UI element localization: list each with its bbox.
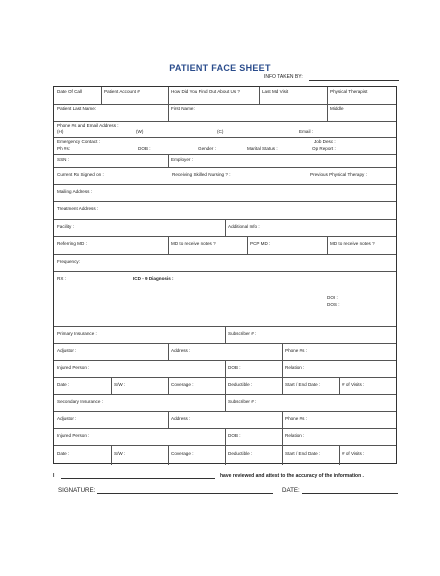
field-label-emergency-contact: Emergency Contact :: [57, 139, 100, 144]
info-taken-by-label: INFO TAKEN BY:: [264, 74, 303, 80]
field-label-icd-9-diagnosis: ICD - 9 Diagnosis :: [133, 276, 174, 281]
field-label-dos: DOS :: [327, 302, 340, 307]
page-title: PATIENT FACE SHEET: [169, 63, 271, 73]
field-label-injured-person: Injured Person :: [57, 433, 90, 438]
field-label-middle: Middle: [330, 106, 344, 111]
field-label-physical-therapist: Physical Therapist: [330, 89, 368, 94]
field-label-secondary-insurance: Secondary Insurance :: [57, 399, 103, 404]
row-divider: [54, 184, 396, 185]
field-label-employer: Employer :: [171, 157, 193, 162]
field-label-s-w: S/W :: [114, 382, 126, 387]
field-label-phone-s: Phone #s :: [285, 348, 307, 353]
row-divider: [54, 104, 396, 105]
info-taken-by-field[interactable]: [309, 80, 399, 81]
cell-divider: [339, 445, 340, 465]
field-label-coverage: Coverage :: [171, 451, 194, 456]
cell-divider: [247, 236, 248, 254]
field-label-injured-person: Injured Person :: [57, 365, 90, 370]
field-label-gender: Gender :: [198, 146, 216, 151]
cell-divider: [339, 377, 340, 394]
field-label-of-visits: # of Visits :: [342, 382, 365, 387]
field-label-phone-s: Phone #s :: [285, 416, 307, 421]
row-divider: [54, 121, 396, 122]
field-label-mailing-address: Mailing Address :: [57, 189, 92, 194]
cell-divider: [168, 343, 169, 360]
field-label-patient-account: Patient Account #: [104, 89, 140, 94]
field-label-relation: Relation :: [285, 365, 305, 370]
cell-divider: [101, 87, 102, 104]
field-label-of-visits: # of Visits :: [342, 451, 365, 456]
field-label-coverage: Coverage :: [171, 382, 194, 387]
date-field[interactable]: [302, 493, 398, 494]
cell-divider: [282, 411, 283, 428]
field-label-how-did-you-find-out-about-us: How Did You Find Out About Us ?: [171, 89, 240, 94]
cell-divider: [111, 377, 112, 394]
field-label-receiving-skilled-nursing: Receiving Skilled Nursing ? :: [172, 172, 231, 177]
cell-divider: [168, 154, 169, 167]
field-label-adjustor: Adjustor :: [57, 416, 77, 421]
cell-divider: [327, 236, 328, 254]
cell-divider: [111, 445, 112, 465]
field-label-ssn: SSN :: [57, 157, 69, 162]
field-label-frequency: Frequency:: [57, 259, 80, 264]
row-divider: [54, 137, 396, 138]
patient-form-grid: [53, 86, 397, 464]
field-label-marital-status: Marital Status :: [247, 146, 278, 151]
field-label-dob: DOB :: [228, 433, 241, 438]
row-divider: [54, 271, 396, 272]
field-label-email: Email :: [299, 129, 314, 134]
attest-prefix: I: [53, 473, 55, 479]
cell-divider: [225, 360, 226, 377]
field-label-address: Address :: [171, 416, 191, 421]
field-label-subscriber: Subscriber # :: [228, 399, 257, 404]
field-label-referring-md: Referring MD :: [57, 241, 87, 246]
field-label-s-w: S/W :: [114, 451, 126, 456]
field-label-primary-insurance: Primary Insurance :: [57, 331, 97, 336]
cell-divider: [282, 360, 283, 377]
cell-divider: [327, 104, 328, 121]
row-divider: [54, 167, 396, 168]
cell-divider: [282, 377, 283, 394]
field-label-subscriber: Subscriber # :: [228, 331, 257, 336]
field-label-rx: RX :: [57, 276, 66, 281]
cell-divider: [168, 236, 169, 254]
cell-divider: [168, 87, 169, 104]
field-label-dob: DOB :: [138, 146, 151, 151]
cell-divider: [225, 428, 226, 445]
field-label-date: Date :: [57, 382, 70, 387]
field-label-facility: Facility :: [57, 224, 74, 229]
cell-divider: [282, 343, 283, 360]
cell-divider: [225, 377, 226, 394]
cell-divider: [168, 411, 169, 428]
field-label-dob: DOB :: [228, 365, 241, 370]
field-label-pcp-md: PCP MD :: [250, 241, 271, 246]
cell-divider: [225, 326, 226, 343]
cell-divider: [168, 377, 169, 394]
field-label-deductible: Deductible :: [228, 451, 253, 456]
field-label-deductible: Deductible :: [228, 382, 253, 387]
field-label-last-md-visit: Last Md Visit: [262, 89, 289, 94]
cell-divider: [259, 87, 260, 104]
date-label: DATE:: [282, 487, 300, 494]
field-label-first-name: First Name:: [171, 106, 195, 111]
row-divider: [54, 411, 396, 412]
field-label-relation: Relation :: [285, 433, 305, 438]
field-label-h: (H): [57, 129, 64, 134]
cell-divider: [225, 445, 226, 465]
field-label-w: (W): [136, 129, 144, 134]
signature-field[interactable]: [97, 493, 273, 494]
attest-statement: have reviewed and attest to the accuracy of the information .: [220, 473, 364, 479]
field-label-job-desc: Job Desc :: [314, 139, 336, 144]
row-divider: [54, 254, 396, 255]
field-label-treatment-address: Treatment Address :: [57, 206, 99, 211]
row-divider: [54, 236, 396, 237]
cell-divider: [168, 445, 169, 465]
field-label-date: Date :: [57, 451, 70, 456]
cell-divider: [282, 445, 283, 465]
field-label-adjustor: Adjustor :: [57, 348, 77, 353]
field-label-current-rx-signed-on: Current Rx Signed on :: [57, 172, 104, 177]
row-divider: [54, 154, 396, 155]
cell-divider: [225, 219, 226, 236]
field-label-additional-info: Additional Info :: [228, 224, 260, 229]
attest-name-field[interactable]: [61, 478, 215, 479]
field-label-c: (C): [217, 129, 224, 134]
field-label-start-end-date: Start / End Date :: [285, 451, 321, 456]
field-label-md-to-receive-notes: MD to receive notes ?: [171, 241, 216, 246]
field-label-md-to-receive-notes: MD to receive notes ?: [330, 241, 375, 246]
cell-divider: [282, 428, 283, 445]
field-label-doi: DOI :: [327, 295, 338, 300]
signature-label: SIGNATURE:: [58, 487, 96, 494]
cell-divider: [225, 394, 226, 411]
field-label-date-of-call: Date Of Call: [57, 89, 83, 94]
field-label-ph-s: Ph #s:: [57, 146, 71, 151]
field-label-previous-physical-therapy: Previous Physical Therapy :: [310, 172, 367, 177]
field-label-phone-s-and-email-address: Phone #s and Email Address :: [57, 123, 119, 128]
field-label-address: Address :: [171, 348, 191, 353]
field-label-op-report: Op Report :: [312, 146, 336, 151]
field-label-start-end-date: Start / End Date :: [285, 382, 321, 387]
row-divider: [54, 201, 396, 202]
cell-divider: [327, 87, 328, 104]
row-divider: [54, 343, 396, 344]
cell-divider: [168, 104, 169, 121]
field-label-patient-last-name: Patient Last Name:: [57, 106, 97, 111]
